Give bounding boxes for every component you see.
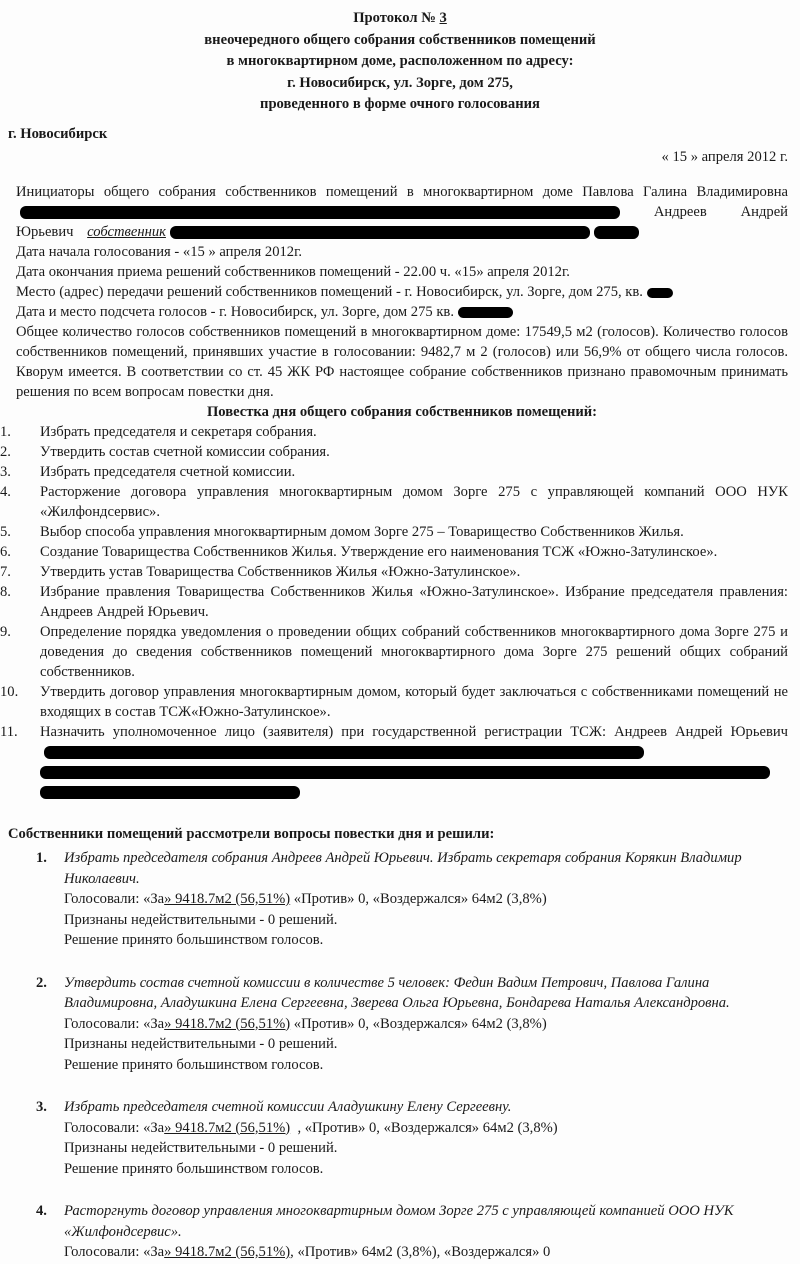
agenda-item: 7. Утвердить устав Товарищества Собственников Жилья «Южно-Затулинское». bbox=[0, 564, 521, 580]
agenda-item: 4. Расторжение договора управления многоквартирным домом Зорге 275 с управляющей компаний ООО НУК «Жилфондсервис». bbox=[0, 484, 788, 520]
redaction-mark bbox=[20, 206, 620, 219]
decision-item: 2. Утвердить состав счетной комиссии в количестве 5 человек: Федин Вадим Петрович, Павлова Галина Владимировна, Аладушкина Елена Сергеевна, Зверева Ольга Юрьевна, Бондарева Наталья Александровна. Голосовали: «За» 9418.7м2 (56,51%) «Против» 0, «Воздержался» 64м2 (3,8%) Признаны недействительными - 0 решений. Решение принято большинством голосов. bbox=[36, 973, 776, 1076]
decisions-heading: Собственники помещений рассмотрели вопросы повестки дня и решили: bbox=[8, 826, 495, 842]
protocol-number: 3 bbox=[439, 10, 447, 26]
title-line: в многоквартирном доме, расположенном по адресу: bbox=[226, 53, 574, 69]
decision-item: 1. Избрать председателя собрания Андреев Андрей Юрьевич. Избрать секретаря собрания Корякин Владимир Николаевич. Голосовали: «За» 9418.7м2 (56,51%) «Против» 0, «Воздержался» 64м2 (3,8%) Признаны недействительными - 0 решений. Решение принято большинством голосов. bbox=[36, 848, 776, 951]
quorum-paragraph: Общее количество голосов собственников помещений в многоквартирном доме: 17549,5 м2 (голосов). Количество голосов собственников помещений, принявших участие в голосовании: 9482,7 м 2 (голосов) или 56,9% от общего числа голосов. Кворум имеется. В соответствии со ст. 45 ЖК РФ настоящее собрание собственников признано правомочным принимать решения по всем вопросам повестки дня. bbox=[16, 324, 788, 400]
initiators-paragraph bbox=[16, 182, 788, 242]
redaction-mark bbox=[40, 766, 770, 779]
initiators-text: Инициаторы общего собрания собственников помещений в многоквартирном доме Павлова Галина Владимировна bbox=[16, 184, 788, 200]
agenda-list bbox=[0, 422, 788, 802]
agenda-item: 2. Утвердить состав счетной комиссии собрания. bbox=[0, 444, 330, 460]
decision-item: 3. Избрать председателя счетной комиссии Аладушкину Елену Сергеевну. Голосовали: «За» 9418.7м2 (56,51%) , «Против» 0, «Воздержался» 64м2 (3,8%) Признаны недействительными - 0 решений. Решение принято большинством голосов. bbox=[36, 1097, 776, 1179]
vote-line: Голосовали: «За» 9418.7м2 (56,51%), «Против» 64м2 (3,8%), «Воздержался» 0 bbox=[64, 1244, 551, 1260]
agenda-item: 8. Избрание правления Товарищества Собственников Жилья «Южно-Затулинское». Избрание председателя правления: Андреев Андрей Юрьевич. bbox=[0, 584, 788, 620]
agenda-item: 1. Избрать председателя и секретаря собрания. bbox=[0, 424, 317, 440]
redaction-mark bbox=[594, 226, 639, 239]
decision-item: 4. Расторгнуть договор управления многоквартирным домом Зорге 275 с управляющей компанией ООО НУК «Жилфондсервис». Голосовали: «За» 9418.7м2 (56,51%), «Против» 64м2 (3,8%), «Воздержался» 0 bbox=[36, 1201, 776, 1263]
agenda-item: 11. Назначить уполномоченное лицо (заявителя) при государственной регистрации ТСЖ: Андреев Андрей Юрьевич bbox=[16, 722, 788, 802]
invalid-line: Признаны недействительными - 0 решений. bbox=[64, 911, 338, 928]
redaction-mark bbox=[40, 786, 300, 799]
decisions-list bbox=[36, 848, 776, 1264]
document-title bbox=[0, 8, 800, 116]
decision-question: Избрать председателя собрания Андреев Андрей Юрьевич. Избрать секретаря собрания Корякин Владимир Николаевич. bbox=[64, 850, 742, 887]
vote-line: Голосовали: «За» 9418.7м2 (56,51%) «Против» 0, «Воздержался» 64м2 (3,8%) bbox=[64, 891, 547, 907]
agenda-item: 9. Определение порядка уведомления о проведении общих собраний собственников многоквартирного дома Зорге 275 и доведения до сведения собственников помещений многоквартирного дома Зорге 275 решений общих собраний собственников. bbox=[0, 624, 788, 680]
decision-question: Расторгнуть договор управления многоквартирным домом Зорге 275 с управляющей компанией ООО НУК «Жилфондсервис». bbox=[64, 1203, 734, 1240]
info-line: Дата окончания приема решений собственников помещений - 22.00 ч. «15» апреля 2012г. bbox=[16, 264, 570, 280]
redaction-mark bbox=[44, 746, 644, 759]
decision-question: Избрать председателя счетной комиссии Аладушкину Елену Сергеевну. bbox=[64, 1099, 512, 1115]
agenda-item: 5. Выбор способа управления многоквартирным домом Зорге 275 – Товарищество Собственников Жилья. bbox=[0, 524, 684, 540]
document-body bbox=[0, 182, 788, 802]
document-date: « 15 » апреля 2012 г. bbox=[661, 149, 788, 165]
vote-line: Голосовали: «За» 9418.7м2 (56,51%) , «Против» 0, «Воздержался» 64м2 (3,8%) bbox=[64, 1119, 558, 1136]
agenda-item: 6. Создание Товарищества Собственников Жилья. Утверждение его наименования ТСЖ «Южно-Затулинское». bbox=[0, 544, 718, 560]
vote-line: Голосовали: «За» 9418.7м2 (56,51%) «Против» 0, «Воздержался» 64м2 (3,8%) bbox=[64, 1015, 547, 1032]
agenda-heading: Повестка дня общего собрания собственников помещений: bbox=[206, 404, 598, 420]
redaction-mark bbox=[647, 288, 673, 298]
owner-label: собственник bbox=[87, 224, 166, 240]
redaction-mark bbox=[170, 226, 590, 239]
title-line: внеочередного общего собрания собственников помещений bbox=[204, 31, 596, 48]
title-line: г. Новосибирск, ул. Зорге, дом 275, bbox=[287, 74, 513, 91]
agenda-item: 3. Избрать председателя счетной комиссии. bbox=[0, 464, 296, 480]
agenda-item: 10. Утвердить договор управления многоквартирным домом, который будет заключаться с собственниками помещений не входящих в состав ТСЖ«Южно-Затулинское». bbox=[0, 684, 788, 720]
initiator-name: Андреев Андрей Юрьевич bbox=[16, 204, 788, 240]
info-line: Дата начала голосования - «15 » апреля 2012г. bbox=[16, 244, 303, 260]
invalid-line: Признаны недействительными - 0 решений. bbox=[64, 1140, 338, 1156]
title-prefix: Протокол № bbox=[353, 10, 440, 26]
decision-question: Утвердить состав счетной комиссии в количестве 5 человек: Федин Вадим Петрович, Павлова Галина Владимировна, Аладушкина Елена Сергеевна, Зверева Ольга Юрьевна, Бондарева Наталья Александровна. bbox=[64, 974, 730, 1011]
invalid-line: Признаны недействительными - 0 решений. bbox=[64, 1036, 338, 1052]
result-line: Решение принято большинством голосов. bbox=[64, 1160, 324, 1177]
result-line: Решение принято большинством голосов. bbox=[64, 1056, 324, 1073]
result-line: Решение принято большинством голосов. bbox=[64, 932, 324, 948]
info-line: Место (адрес) передачи решений собственников помещений - г. Новосибирск, ул. Зорге, дом 275, кв. bbox=[16, 282, 788, 302]
info-line: Дата и место подсчета голосов - г. Новосибирск, ул. Зорге, дом 275 кв. bbox=[16, 302, 788, 322]
title-line: проведенного в форме очного голосования bbox=[260, 96, 540, 112]
city: г. Новосибирск bbox=[8, 126, 108, 142]
redaction-mark bbox=[458, 307, 513, 318]
